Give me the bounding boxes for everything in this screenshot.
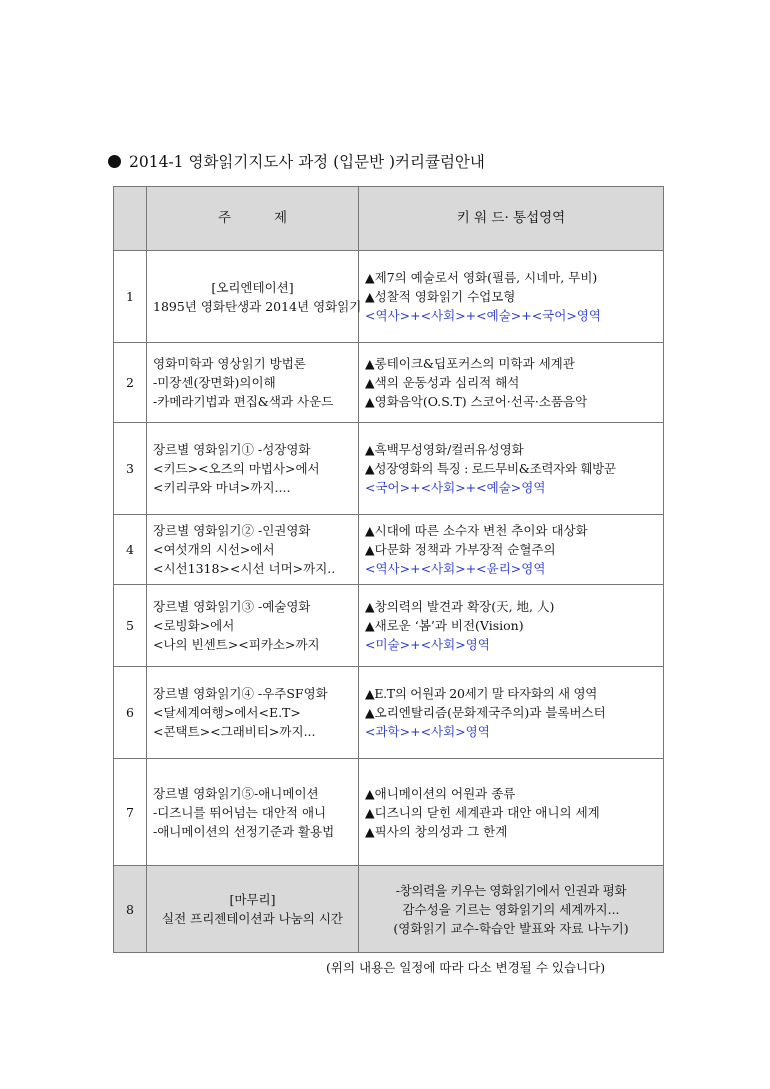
keyword-line: -창의력을 키우는 영화읽기에서 인권과 평화 xyxy=(395,882,627,898)
row-topic xyxy=(147,423,359,515)
header-keywords: 키 워 드· 통섭영역 xyxy=(359,187,664,251)
keyword-line: ▲새로운 ‘봄’과 비전(Vision) xyxy=(365,618,524,633)
topic-line: -애니메이션의 선정기준과 활용법 xyxy=(153,823,335,839)
keyword-line: ▲E.T의 어원과 20세기 말 타자화의 새 영역 xyxy=(365,686,598,701)
curriculum-table xyxy=(113,186,664,953)
row-keywords xyxy=(359,759,664,866)
keyword-line: ▲오리엔탈리즘(문화제국주의)과 블록버스터 xyxy=(365,705,606,720)
topic-line: 장르별 영화읽기② -인권영화 xyxy=(153,523,311,538)
topic-line: <키드><오즈의 마법사>에서 xyxy=(153,461,320,476)
keyword-line: 감수성을 기르는 영화읽기의 세계까지... xyxy=(402,901,620,917)
subject-area: <국어>+<사회>+<예술>영역 xyxy=(365,480,546,495)
row-number: 5 xyxy=(114,585,147,667)
topic-line: -미장센(장면화)의이해 xyxy=(153,375,276,390)
keyword-line: ▲시대에 따른 소수자 변천 추이와 대상화 xyxy=(365,523,588,538)
topic-line: -디즈니를 뛰어넘는 대안적 애니 xyxy=(153,804,327,820)
topic-line: 장르별 영화읽기④ -우주SF영화 xyxy=(153,686,328,701)
keyword-line: ▲디즈니의 닫힌 세계관과 대안 애니의 세계 xyxy=(365,804,600,820)
table-row xyxy=(114,866,664,953)
row-topic xyxy=(147,251,362,343)
subject-area: <미술>+<사회>영역 xyxy=(365,637,490,652)
keyword-line: ▲애니메이션의 어원과 종류 xyxy=(365,785,516,801)
keyword-line: ▲색의 운동성과 심리적 해석 xyxy=(365,375,520,390)
table-row xyxy=(114,515,664,585)
table-row xyxy=(114,759,664,866)
row-keywords xyxy=(359,343,664,423)
table-header-row xyxy=(114,187,664,251)
subject-area: <과학>+<사회>영역 xyxy=(365,724,490,739)
topic-line: <여섯개의 시선>에서 xyxy=(153,542,275,557)
row-number: 2 xyxy=(114,343,147,423)
subject-area: <역사>+<사회>+<예술>+<국어>영역 xyxy=(365,308,601,323)
page-title xyxy=(108,150,485,172)
table-row xyxy=(114,667,664,759)
row-keywords xyxy=(359,515,664,585)
row-number: 6 xyxy=(114,667,147,759)
row-number: 4 xyxy=(114,515,147,585)
keyword-line: (영화읽기 교수-학습안 발표와 자료 나누기) xyxy=(393,920,629,936)
keyword-line: ▲영화음악(O.S.T) 스코어·선곡·소품음악 xyxy=(365,394,588,409)
topic-line: 장르별 영화읽기⑤-애니메이션 xyxy=(153,785,319,801)
row-number: 8 xyxy=(114,866,147,953)
topic-line: -카메라기법과 편집&색과 사운드 xyxy=(153,394,334,409)
row-topic xyxy=(147,343,359,423)
row-keywords xyxy=(359,866,664,953)
table-row xyxy=(114,423,664,515)
header-topic: 주 제 xyxy=(147,187,359,251)
keyword-line: ▲제7의 예술로서 영화(필름, 시네마, 무비) xyxy=(365,270,598,285)
topic-line: [오리엔테이션] xyxy=(211,279,294,295)
row-topic xyxy=(147,667,359,759)
row-number: 1 xyxy=(114,251,147,343)
topic-line: <로빙화>에서 xyxy=(153,618,235,633)
topic-line: <콘택트><그래비티>까지... xyxy=(153,724,316,739)
topic-line: <달세계여행>에서<E.T> xyxy=(153,705,301,720)
topic-line: <시선1318><시선 너머>까지.. xyxy=(153,561,336,576)
row-keywords xyxy=(359,585,664,667)
table-row xyxy=(114,343,664,423)
topic-line: <키리쿠와 마녀>까지.... xyxy=(153,480,291,495)
topic-line: 장르별 영화읽기① -성장영화 xyxy=(153,442,311,457)
topic-line: [마무리] xyxy=(229,892,276,907)
bullet-icon xyxy=(108,155,121,168)
keyword-line: ▲픽사의 창의성과 그 한계 xyxy=(365,823,508,839)
footnote: (위의 내용은 일정에 따라 다소 변경될 수 있습니다) xyxy=(326,960,606,975)
header-number xyxy=(114,187,147,251)
row-topic xyxy=(147,585,359,667)
topic-line: 영화미학과 영상읽기 방법론 xyxy=(153,356,306,371)
row-topic xyxy=(147,515,359,585)
table-row xyxy=(114,251,664,343)
row-number: 3 xyxy=(114,423,147,515)
page-title-text: 2014-1 영화읽기지도사 과정 (입문반 )커리큘럼안내 xyxy=(129,153,485,171)
keyword-line: ▲성찰적 영화읽기 수업모형 xyxy=(365,289,516,304)
row-keywords xyxy=(359,251,664,343)
topic-line: <나의 빈센트><피카소>까지 xyxy=(153,637,320,652)
keyword-line: ▲다문화 정책과 가부장적 순혈주의 xyxy=(365,542,556,557)
topic-line: 실전 프리젠테이션과 나눔의 시간 xyxy=(162,911,343,926)
subject-area: <역사>+<사회>+<윤리>영역 xyxy=(365,561,546,576)
keyword-line: ▲롱테이크&딥포커스의 미학과 세계관 xyxy=(365,356,575,371)
table-row xyxy=(114,585,664,667)
keyword-line: ▲성장영화의 특징 : 로드무비&조력자와 훼방꾼 xyxy=(365,461,616,476)
row-number: 7 xyxy=(114,759,147,866)
row-topic xyxy=(147,759,359,866)
topic-line: 1895년 영화탄생과 2014년 영화읽기 xyxy=(153,298,362,314)
row-keywords xyxy=(359,667,664,759)
topic-line: 장르별 영화읽기③ -예술영화 xyxy=(153,599,311,614)
row-topic xyxy=(147,866,359,953)
keyword-line: ▲흑백무성영화/컬러유성영화 xyxy=(365,442,524,457)
row-keywords xyxy=(359,423,664,515)
keyword-line: ▲창의력의 발견과 확장(天, 地, 人) xyxy=(365,599,555,614)
